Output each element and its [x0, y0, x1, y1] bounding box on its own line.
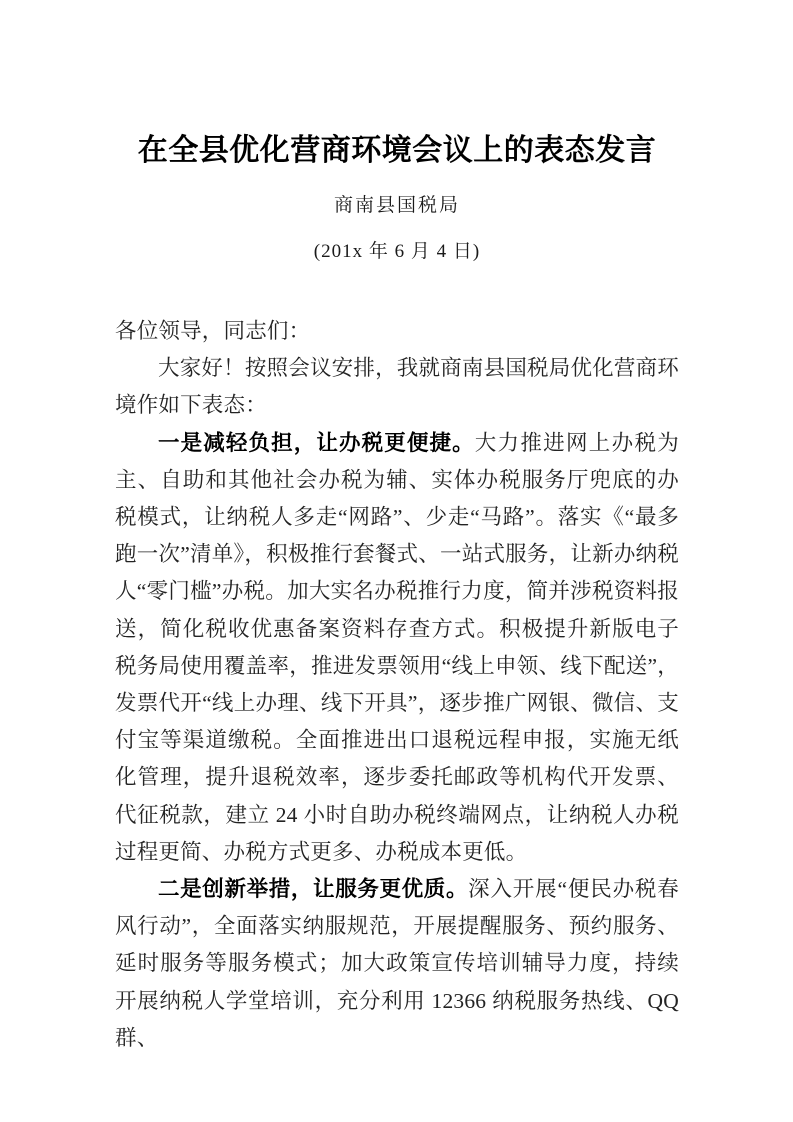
document-subtitle: 商南县国税局	[333, 195, 460, 216]
salutation-line: 各位领导，同志们：	[115, 319, 311, 343]
paragraph-point-two	[115, 871, 679, 1057]
paragraph-point-one	[115, 425, 679, 871]
document-content	[115, 0, 679, 1057]
paragraph-lead-point-two: 二是创新举措，让服务更优质。	[158, 877, 469, 902]
paragraph-intro	[115, 350, 679, 424]
paragraph-text-intro: 大家好！按照会议安排，我就商南县国税局优化营商环境作如下表态：	[115, 356, 679, 418]
document-body	[115, 271, 679, 1057]
paragraph-text-point-two: 深入开展“便民办税春风行动”，全面落实纳服规范，开展提醒服务、预约服务、延时服务等服务模式；加大政策宣传培训辅导力度，持续开展纳税人学堂培训，充分利用 12366 纳税服务热线、QQ 群、	[115, 877, 679, 1050]
paragraph-lead-point-one: 一是减轻负担，让办税更便捷。	[158, 430, 475, 455]
document-date: (201x 年 6 月 4 日)	[313, 241, 481, 262]
page-title: 在全县优化营商环境会议上的表态发言	[137, 134, 657, 167]
paragraph-text-point-one: 大力推进网上办税为主、自助和其他社会办税为辅、实体办税服务厅兜底的办税模式，让纳税人多走“网路”、少走“马路”。落实《“最多跑一次”清单》，积极推行套餐式、一站式服务，让新办纳税人“零门槛”办税。加大实名办税推行力度，简并涉税资料报送，简化税收优惠备案资料存查方式。积极提升新版电子税务局使用覆盖率，推进发票领用“线上申领、线下配送”，发票代开“线上办理、线下开具”，逐步推广网银、微信、支付宝等渠道缴税。全面推进出口退税远程申报，实施无纸化管理，提升退税效率，逐步委托邮政等机构代开发票、代征税款，建立 24 小时自助办税终端网点，让纳税人办税过程更简、办税方式更多、办税成本更低。	[115, 430, 679, 864]
